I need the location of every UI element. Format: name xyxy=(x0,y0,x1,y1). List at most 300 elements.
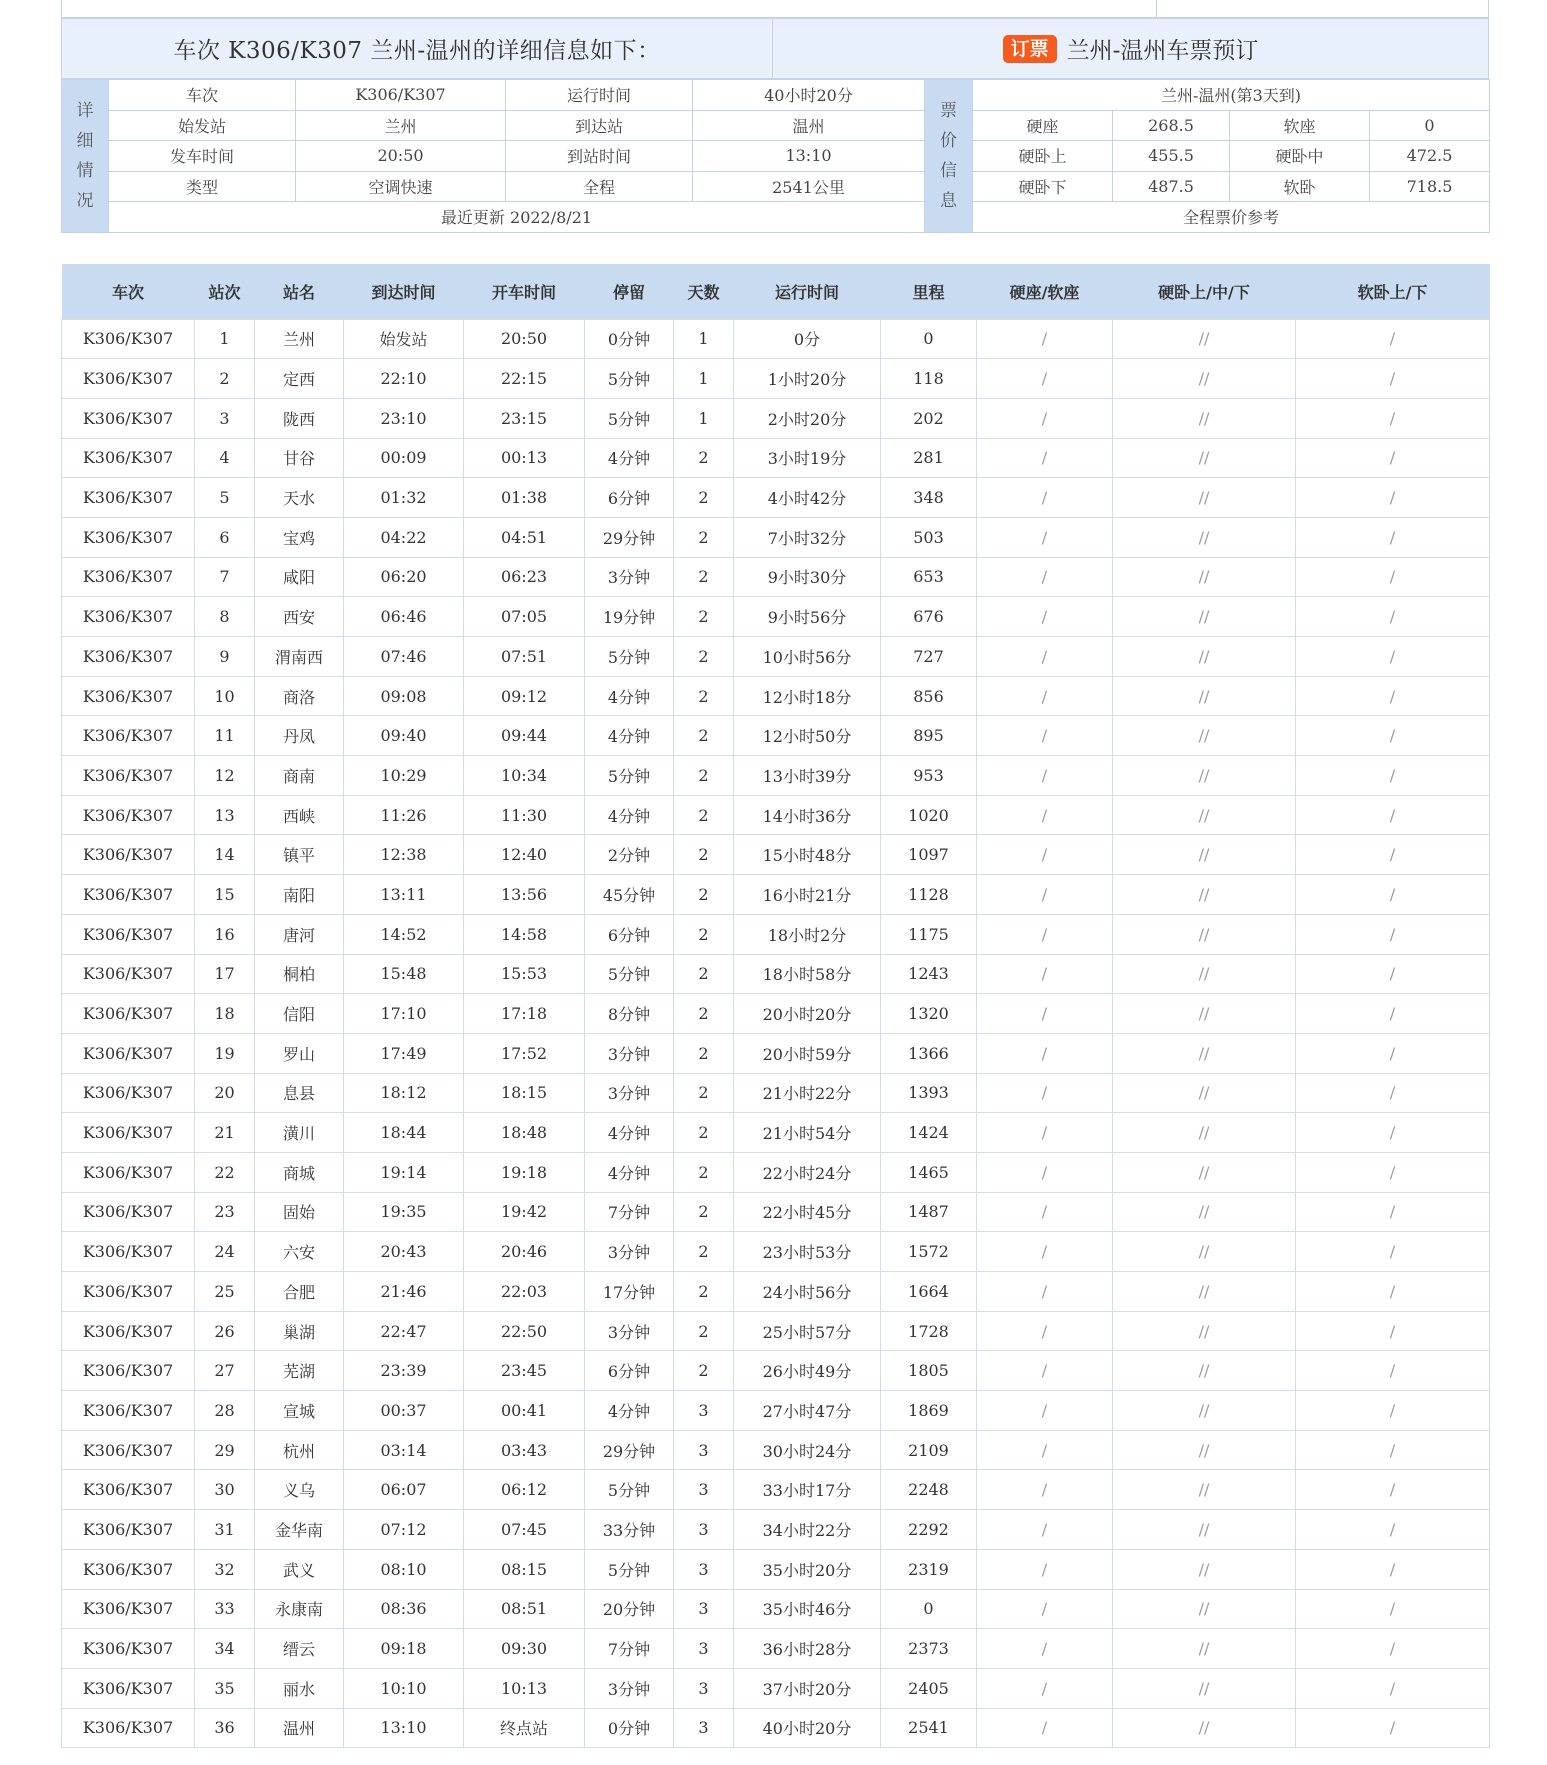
cell-stop-no: 21 xyxy=(195,1113,255,1153)
cell-elapsed: 27小时47分 xyxy=(734,1391,881,1431)
cell-seat-price: / xyxy=(977,835,1113,875)
cell-stop-time: 6分钟 xyxy=(585,914,674,954)
cell-distance: 503 xyxy=(881,517,977,557)
cell-hard-sleeper-price: // xyxy=(1113,1073,1296,1113)
cell-stop-no: 16 xyxy=(195,914,255,954)
cell-train-no: K306/K307 xyxy=(62,1708,195,1748)
table-row xyxy=(62,517,1490,557)
cell-station: 杭州 xyxy=(255,1430,344,1470)
soft-sleeper-label: 软卧 xyxy=(1230,171,1370,202)
cell-departure: 22:15 xyxy=(464,359,585,399)
cell-soft-sleeper-price: / xyxy=(1296,1311,1490,1351)
cell-soft-sleeper-price: / xyxy=(1296,1549,1490,1589)
cell-stop-time: 7分钟 xyxy=(585,1192,674,1232)
cell-stop-time: 4分钟 xyxy=(585,1152,674,1192)
table-row xyxy=(62,954,1490,994)
origin-label: 始发站 xyxy=(109,110,296,141)
cell-seat-price: / xyxy=(977,676,1113,716)
cell-distance: 1366 xyxy=(881,1033,977,1073)
cell-train-no: K306/K307 xyxy=(62,756,195,796)
table-row xyxy=(62,597,1490,637)
booking-link[interactable] xyxy=(773,19,1488,78)
cell-soft-sleeper-price: / xyxy=(1296,1152,1490,1192)
cell-arrival: 06:20 xyxy=(344,557,464,597)
cell-day: 2 xyxy=(674,1152,734,1192)
cell-arrival: 08:36 xyxy=(344,1589,464,1629)
cell-seat-price: / xyxy=(977,954,1113,994)
cell-train-no: K306/K307 xyxy=(62,716,195,756)
col-distance: 里程 xyxy=(881,264,977,319)
cell-seat-price: / xyxy=(977,438,1113,478)
cell-arrival: 19:14 xyxy=(344,1152,464,1192)
col-stop-time: 停留 xyxy=(585,264,674,319)
cell-train-no: K306/K307 xyxy=(62,1391,195,1431)
cell-stop-time: 4分钟 xyxy=(585,1391,674,1431)
table-row xyxy=(62,1351,1490,1391)
cell-station: 宝鸡 xyxy=(255,517,344,557)
cell-departure: 18:15 xyxy=(464,1073,585,1113)
cell-train-no: K306/K307 xyxy=(62,637,195,677)
cell-station: 渭南西 xyxy=(255,637,344,677)
cell-seat-price: / xyxy=(977,597,1113,637)
cell-train-no: K306/K307 xyxy=(62,994,195,1034)
booking-badge[interactable]: 订票 xyxy=(1003,35,1057,63)
cell-seat-price: / xyxy=(977,795,1113,835)
cell-soft-sleeper-price: / xyxy=(1296,756,1490,796)
cell-stop-no: 13 xyxy=(195,795,255,835)
col-stop-no: 站次 xyxy=(195,264,255,319)
cell-arrival: 13:10 xyxy=(344,1708,464,1748)
table-row xyxy=(62,557,1490,597)
cell-soft-sleeper-price: / xyxy=(1296,954,1490,994)
cell-departure: 17:18 xyxy=(464,994,585,1034)
cell-soft-sleeper-price: / xyxy=(1296,398,1490,438)
cell-distance: 1243 xyxy=(881,954,977,994)
cell-stop-time: 5分钟 xyxy=(585,1470,674,1510)
cell-soft-sleeper-price: / xyxy=(1296,1192,1490,1232)
cell-elapsed: 34小时22分 xyxy=(734,1510,881,1550)
cell-departure: 00:13 xyxy=(464,438,585,478)
cell-arrival: 23:39 xyxy=(344,1351,464,1391)
distance-value: 2541公里 xyxy=(693,171,925,202)
cell-day: 2 xyxy=(674,875,734,915)
cell-hard-sleeper-price: // xyxy=(1113,1311,1296,1351)
cell-stop-no: 6 xyxy=(195,517,255,557)
cell-day: 3 xyxy=(674,1708,734,1748)
cell-distance: 118 xyxy=(881,359,977,399)
cell-seat-price: / xyxy=(977,1192,1113,1232)
cell-stop-time: 17分钟 xyxy=(585,1272,674,1312)
schedule-header-row xyxy=(62,264,1490,319)
cell-station: 巢湖 xyxy=(255,1311,344,1351)
cell-arrival: 12:38 xyxy=(344,835,464,875)
cell-day: 2 xyxy=(674,438,734,478)
cell-distance: 2248 xyxy=(881,1470,977,1510)
top-strip xyxy=(61,0,1489,18)
cell-elapsed: 2小时20分 xyxy=(734,398,881,438)
cell-distance: 1320 xyxy=(881,994,977,1034)
cell-distance: 2541 xyxy=(881,1708,977,1748)
hard-sleeper-middle-label: 硬卧中 xyxy=(1230,141,1370,172)
duration-label: 运行时间 xyxy=(506,80,693,111)
cell-elapsed: 40小时20分 xyxy=(734,1708,881,1748)
cell-hard-sleeper-price: // xyxy=(1113,875,1296,915)
cell-station: 六安 xyxy=(255,1232,344,1272)
cell-elapsed: 33小时17分 xyxy=(734,1470,881,1510)
cell-arrival: 19:35 xyxy=(344,1192,464,1232)
cell-distance: 1487 xyxy=(881,1192,977,1232)
cell-elapsed: 21小时22分 xyxy=(734,1073,881,1113)
cell-train-no: K306/K307 xyxy=(62,1152,195,1192)
cell-distance: 953 xyxy=(881,756,977,796)
cell-station: 唐河 xyxy=(255,914,344,954)
cell-elapsed: 21小时54分 xyxy=(734,1113,881,1153)
cell-stop-time: 3分钟 xyxy=(585,1073,674,1113)
cell-departure: 06:23 xyxy=(464,557,585,597)
col-arrival: 到达时间 xyxy=(344,264,464,319)
table-row xyxy=(62,478,1490,518)
cell-seat-price: / xyxy=(977,1391,1113,1431)
cell-distance: 348 xyxy=(881,478,977,518)
cell-stop-no: 11 xyxy=(195,716,255,756)
cell-elapsed: 35小时20分 xyxy=(734,1549,881,1589)
cell-arrival: 07:12 xyxy=(344,1510,464,1550)
cell-stop-time: 19分钟 xyxy=(585,597,674,637)
cell-seat-price: / xyxy=(977,557,1113,597)
cell-departure: 22:03 xyxy=(464,1272,585,1312)
cell-day: 1 xyxy=(674,359,734,399)
cell-departure: 18:48 xyxy=(464,1113,585,1153)
cell-soft-sleeper-price: / xyxy=(1296,1470,1490,1510)
cell-train-no: K306/K307 xyxy=(62,875,195,915)
table-row xyxy=(62,716,1490,756)
cell-arrival: 10:29 xyxy=(344,756,464,796)
cell-soft-sleeper-price: / xyxy=(1296,875,1490,915)
cell-day: 3 xyxy=(674,1510,734,1550)
cell-hard-sleeper-price: // xyxy=(1113,795,1296,835)
table-row xyxy=(62,1430,1490,1470)
cell-distance: 2319 xyxy=(881,1549,977,1589)
cell-arrival: 09:08 xyxy=(344,676,464,716)
cell-hard-sleeper-price: // xyxy=(1113,398,1296,438)
cell-day: 3 xyxy=(674,1470,734,1510)
cell-soft-sleeper-price: / xyxy=(1296,1589,1490,1629)
table-row xyxy=(62,1629,1490,1669)
cell-departure: 07:45 xyxy=(464,1510,585,1550)
cell-station: 罗山 xyxy=(255,1033,344,1073)
cell-day: 2 xyxy=(674,478,734,518)
cell-day: 2 xyxy=(674,1033,734,1073)
cell-station: 镇平 xyxy=(255,835,344,875)
cell-train-no: K306/K307 xyxy=(62,1510,195,1550)
cell-distance: 856 xyxy=(881,676,977,716)
cell-seat-price: / xyxy=(977,1272,1113,1312)
cell-hard-sleeper-price: // xyxy=(1113,597,1296,637)
cell-departure: 19:42 xyxy=(464,1192,585,1232)
cell-seat-price: / xyxy=(977,756,1113,796)
cell-arrival: 04:22 xyxy=(344,517,464,557)
cell-hard-sleeper-price: // xyxy=(1113,1589,1296,1629)
cell-station: 天水 xyxy=(255,478,344,518)
cell-hard-sleeper-price: // xyxy=(1113,438,1296,478)
arrive-label: 到站时间 xyxy=(506,141,693,172)
col-day: 天数 xyxy=(674,264,734,319)
table-row xyxy=(62,676,1490,716)
table-row xyxy=(62,1073,1490,1113)
cell-station: 商城 xyxy=(255,1152,344,1192)
cell-soft-sleeper-price: / xyxy=(1296,1232,1490,1272)
cell-stop-no: 2 xyxy=(195,359,255,399)
depart-value: 20:50 xyxy=(296,141,506,172)
hard-sleeper-lower-price: 487.5 xyxy=(1113,171,1230,202)
cell-train-no: K306/K307 xyxy=(62,1311,195,1351)
cell-stop-no: 23 xyxy=(195,1192,255,1232)
cell-train-no: K306/K307 xyxy=(62,319,195,359)
cell-stop-time: 20分钟 xyxy=(585,1589,674,1629)
cell-hard-sleeper-price: // xyxy=(1113,1033,1296,1073)
cell-stop-time: 2分钟 xyxy=(585,835,674,875)
cell-elapsed: 3小时19分 xyxy=(734,438,881,478)
cell-seat-price: / xyxy=(977,1073,1113,1113)
cell-distance: 1572 xyxy=(881,1232,977,1272)
cell-hard-sleeper-price: // xyxy=(1113,478,1296,518)
hard-seat-label: 硬座 xyxy=(973,110,1113,141)
cell-soft-sleeper-price: / xyxy=(1296,1668,1490,1708)
table-row xyxy=(62,1668,1490,1708)
cell-stop-no: 24 xyxy=(195,1232,255,1272)
cell-elapsed: 10小时56分 xyxy=(734,637,881,677)
cell-stop-no: 7 xyxy=(195,557,255,597)
cell-station: 定西 xyxy=(255,359,344,399)
cell-distance: 2109 xyxy=(881,1430,977,1470)
cell-hard-sleeper-price: // xyxy=(1113,517,1296,557)
soft-seat-label: 软座 xyxy=(1230,110,1370,141)
table-row xyxy=(62,1192,1490,1232)
cell-station: 陇西 xyxy=(255,398,344,438)
table-row xyxy=(62,637,1490,677)
cell-station: 南阳 xyxy=(255,875,344,915)
cell-elapsed: 9小时30分 xyxy=(734,557,881,597)
cell-stop-time: 5分钟 xyxy=(585,359,674,399)
top-strip-divider xyxy=(1156,0,1157,18)
cell-departure: 20:50 xyxy=(464,319,585,359)
cell-seat-price: / xyxy=(977,1629,1113,1669)
cell-station: 宣城 xyxy=(255,1391,344,1431)
cell-elapsed: 25小时57分 xyxy=(734,1311,881,1351)
destination-label: 到达站 xyxy=(506,110,693,141)
cell-train-no: K306/K307 xyxy=(62,914,195,954)
cell-soft-sleeper-price: / xyxy=(1296,597,1490,637)
cell-hard-sleeper-price: // xyxy=(1113,1668,1296,1708)
cell-elapsed: 15小时48分 xyxy=(734,835,881,875)
table-row xyxy=(62,1232,1490,1272)
cell-elapsed: 12小时18分 xyxy=(734,676,881,716)
train-no-label: 车次 xyxy=(109,80,296,111)
cell-distance: 727 xyxy=(881,637,977,677)
cell-station: 芜湖 xyxy=(255,1351,344,1391)
cell-seat-price: / xyxy=(977,398,1113,438)
cell-train-no: K306/K307 xyxy=(62,676,195,716)
cell-soft-sleeper-price: / xyxy=(1296,319,1490,359)
cell-elapsed: 20小时59分 xyxy=(734,1033,881,1073)
cell-train-no: K306/K307 xyxy=(62,1033,195,1073)
cell-stop-time: 3分钟 xyxy=(585,557,674,597)
arrive-value: 13:10 xyxy=(693,141,925,172)
cell-train-no: K306/K307 xyxy=(62,1629,195,1669)
cell-seat-price: / xyxy=(977,1470,1113,1510)
cell-distance: 202 xyxy=(881,398,977,438)
train-info-table xyxy=(61,79,1490,233)
cell-distance: 2292 xyxy=(881,1510,977,1550)
cell-soft-sleeper-price: / xyxy=(1296,676,1490,716)
cell-distance: 1128 xyxy=(881,875,977,915)
cell-stop-no: 20 xyxy=(195,1073,255,1113)
cell-stop-no: 30 xyxy=(195,1470,255,1510)
cell-soft-sleeper-price: / xyxy=(1296,1391,1490,1431)
cell-seat-price: / xyxy=(977,359,1113,399)
cell-arrival: 18:12 xyxy=(344,1073,464,1113)
cell-train-no: K306/K307 xyxy=(62,557,195,597)
cell-station: 商洛 xyxy=(255,676,344,716)
cell-distance: 1097 xyxy=(881,835,977,875)
cell-station: 固始 xyxy=(255,1192,344,1232)
cell-day: 3 xyxy=(674,1549,734,1589)
cell-station: 西安 xyxy=(255,597,344,637)
cell-soft-sleeper-price: / xyxy=(1296,557,1490,597)
cell-stop-no: 31 xyxy=(195,1510,255,1550)
table-row xyxy=(62,438,1490,478)
price-section-label: 票 价 信 息 xyxy=(925,80,973,233)
cell-distance: 1465 xyxy=(881,1152,977,1192)
cell-arrival: 14:52 xyxy=(344,914,464,954)
cell-soft-sleeper-price: / xyxy=(1296,1113,1490,1153)
cell-station: 丹凤 xyxy=(255,716,344,756)
cell-station: 丽水 xyxy=(255,1668,344,1708)
cell-distance: 0 xyxy=(881,1589,977,1629)
cell-hard-sleeper-price: // xyxy=(1113,1192,1296,1232)
cell-hard-sleeper-price: // xyxy=(1113,319,1296,359)
cell-train-no: K306/K307 xyxy=(62,1192,195,1232)
table-row xyxy=(62,1272,1490,1312)
cell-day: 3 xyxy=(674,1629,734,1669)
cell-day: 2 xyxy=(674,716,734,756)
cell-elapsed: 30小时24分 xyxy=(734,1430,881,1470)
cell-hard-sleeper-price: // xyxy=(1113,1549,1296,1589)
cell-day: 3 xyxy=(674,1430,734,1470)
cell-arrival: 00:09 xyxy=(344,438,464,478)
col-station: 站名 xyxy=(255,264,344,319)
cell-stop-no: 26 xyxy=(195,1311,255,1351)
table-row xyxy=(62,1589,1490,1629)
cell-stop-time: 4分钟 xyxy=(585,1113,674,1153)
cell-stop-no: 15 xyxy=(195,875,255,915)
table-row xyxy=(62,1152,1490,1192)
cell-departure: 23:45 xyxy=(464,1351,585,1391)
cell-seat-price: / xyxy=(977,1033,1113,1073)
cell-stop-no: 34 xyxy=(195,1629,255,1669)
cell-stop-time: 45分钟 xyxy=(585,875,674,915)
cell-stop-no: 32 xyxy=(195,1549,255,1589)
cell-distance: 2405 xyxy=(881,1668,977,1708)
table-row xyxy=(62,1113,1490,1153)
cell-stop-no: 27 xyxy=(195,1351,255,1391)
table-row xyxy=(62,756,1490,796)
cell-day: 2 xyxy=(674,517,734,557)
cell-train-no: K306/K307 xyxy=(62,795,195,835)
cell-arrival: 09:40 xyxy=(344,716,464,756)
table-row xyxy=(62,1708,1490,1748)
cell-elapsed: 20小时20分 xyxy=(734,994,881,1034)
cell-hard-sleeper-price: // xyxy=(1113,914,1296,954)
cell-stop-time: 3分钟 xyxy=(585,1033,674,1073)
cell-stop-no: 17 xyxy=(195,954,255,994)
cell-distance: 1393 xyxy=(881,1073,977,1113)
table-row xyxy=(62,359,1490,399)
cell-soft-sleeper-price: / xyxy=(1296,835,1490,875)
cell-hard-sleeper-price: // xyxy=(1113,1629,1296,1669)
col-seat-price: 硬座/软座 xyxy=(977,264,1113,319)
cell-arrival: 08:10 xyxy=(344,1549,464,1589)
cell-soft-sleeper-price: / xyxy=(1296,1430,1490,1470)
cell-stop-time: 6分钟 xyxy=(585,478,674,518)
cell-stop-time: 0分钟 xyxy=(585,1708,674,1748)
cell-stop-no: 12 xyxy=(195,756,255,796)
hard-sleeper-middle-price: 472.5 xyxy=(1370,141,1490,172)
cell-arrival: 00:37 xyxy=(344,1391,464,1431)
cell-train-no: K306/K307 xyxy=(62,1272,195,1312)
cell-hard-sleeper-price: // xyxy=(1113,1113,1296,1153)
cell-elapsed: 36小时28分 xyxy=(734,1629,881,1669)
cell-seat-price: / xyxy=(977,517,1113,557)
cell-day: 2 xyxy=(674,1113,734,1153)
hard-sleeper-upper-label: 硬卧上 xyxy=(973,141,1113,172)
cell-elapsed: 22小时45分 xyxy=(734,1192,881,1232)
cell-distance: 0 xyxy=(881,319,977,359)
cell-day: 2 xyxy=(674,994,734,1034)
booking-link-text[interactable]: 兰州-温州车票预订 xyxy=(1066,38,1259,64)
cell-hard-sleeper-price: // xyxy=(1113,1430,1296,1470)
cell-soft-sleeper-price: / xyxy=(1296,1272,1490,1312)
cell-hard-sleeper-price: // xyxy=(1113,716,1296,756)
cell-stop-time: 5分钟 xyxy=(585,1549,674,1589)
cell-stop-no: 14 xyxy=(195,835,255,875)
cell-day: 3 xyxy=(674,1589,734,1629)
cell-arrival: 15:48 xyxy=(344,954,464,994)
cell-soft-sleeper-price: / xyxy=(1296,1073,1490,1113)
cell-arrival: 23:10 xyxy=(344,398,464,438)
schedule-table xyxy=(61,264,1490,1748)
cell-soft-sleeper-price: / xyxy=(1296,1351,1490,1391)
cell-soft-sleeper-price: / xyxy=(1296,1510,1490,1550)
cell-departure: 07:05 xyxy=(464,597,585,637)
cell-distance: 281 xyxy=(881,438,977,478)
cell-seat-price: / xyxy=(977,319,1113,359)
table-row xyxy=(62,1510,1490,1550)
cell-hard-sleeper-price: // xyxy=(1113,637,1296,677)
cell-stop-no: 29 xyxy=(195,1430,255,1470)
cell-departure: 10:13 xyxy=(464,1668,585,1708)
cell-stop-time: 29分钟 xyxy=(585,517,674,557)
cell-station: 永康南 xyxy=(255,1589,344,1629)
cell-hard-sleeper-price: // xyxy=(1113,954,1296,994)
cell-soft-sleeper-price: / xyxy=(1296,478,1490,518)
cell-stop-no: 19 xyxy=(195,1033,255,1073)
cell-elapsed: 22小时24分 xyxy=(734,1152,881,1192)
cell-stop-time: 3分钟 xyxy=(585,1668,674,1708)
cell-hard-sleeper-price: // xyxy=(1113,835,1296,875)
cell-soft-sleeper-price: / xyxy=(1296,438,1490,478)
cell-elapsed: 24小时56分 xyxy=(734,1272,881,1312)
